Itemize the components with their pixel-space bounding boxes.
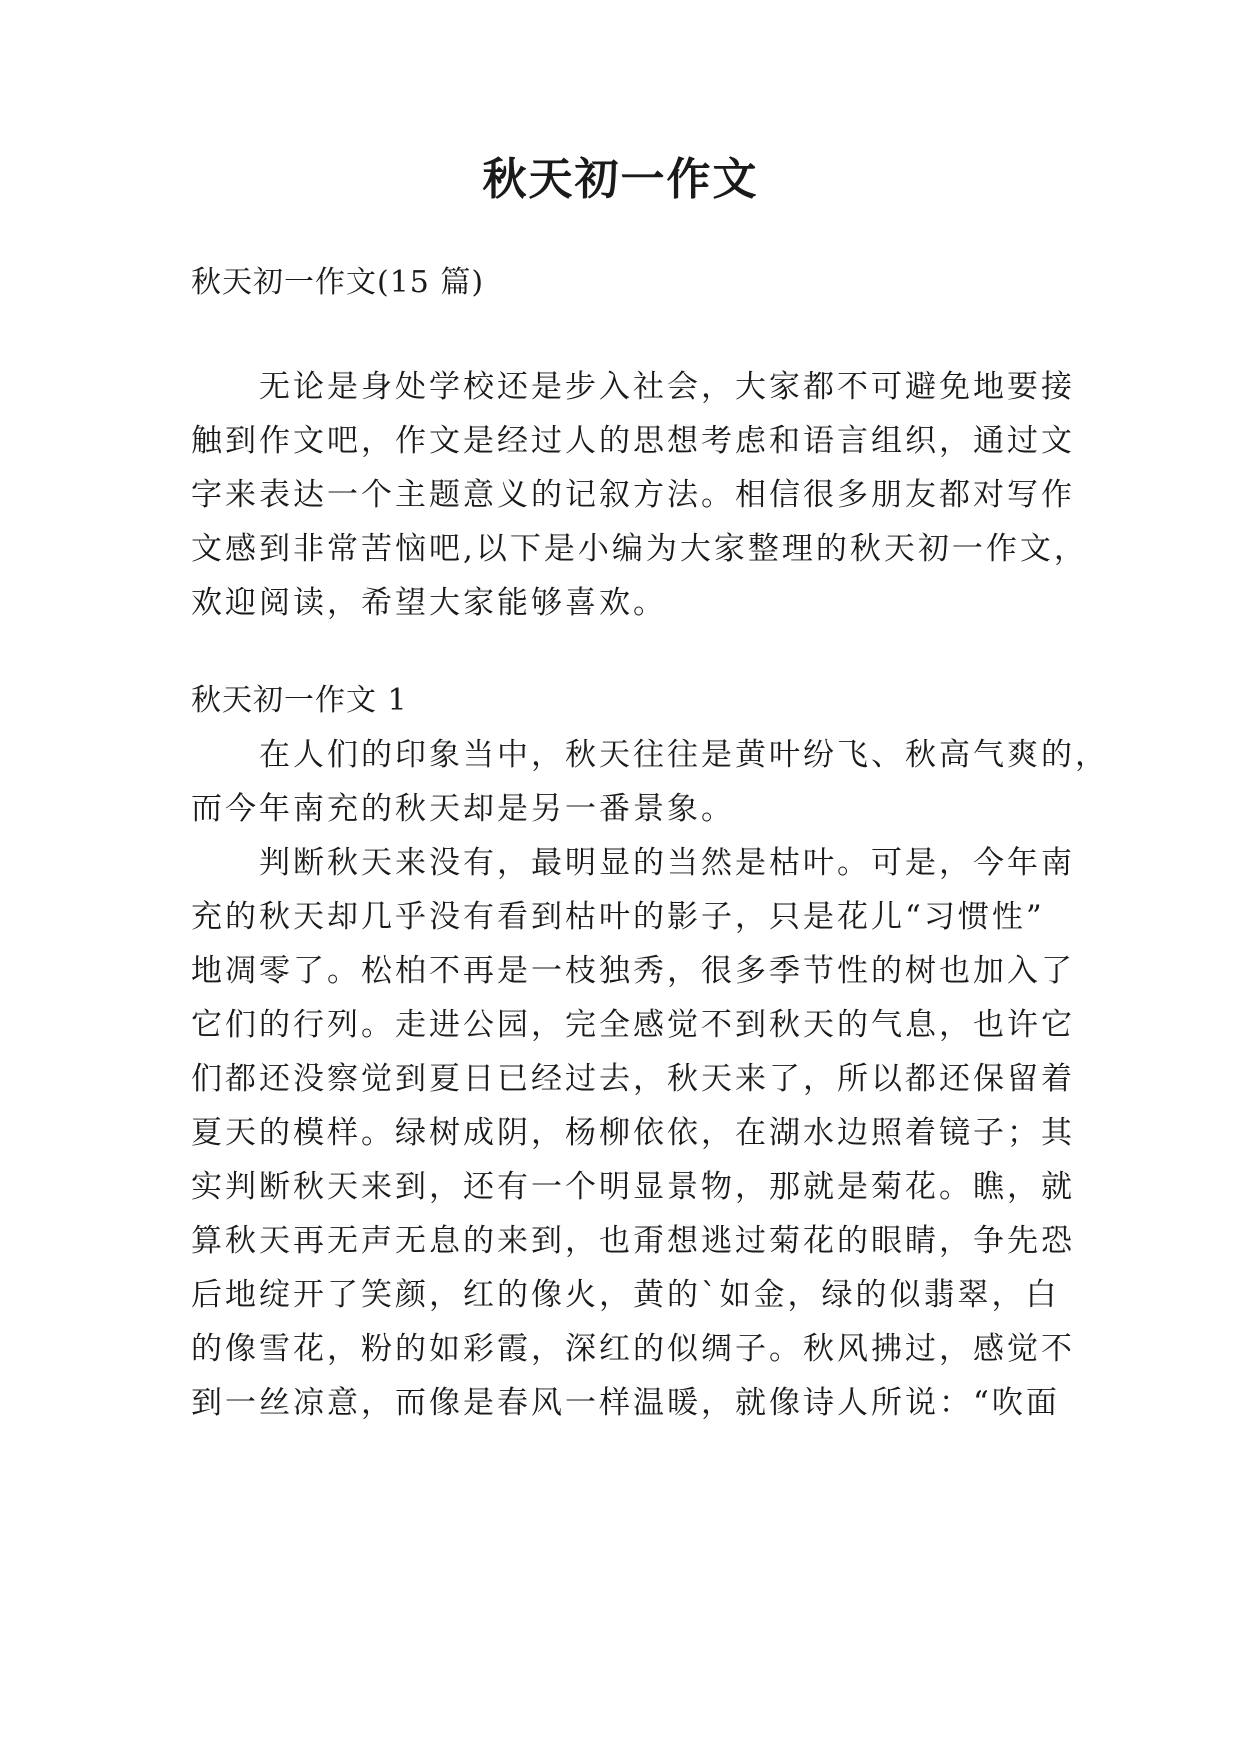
section-heading: 秋天初一作文 1 [191, 683, 408, 718]
body-line: 实判断秋天来到，还有一个明显景物，那就是菊花。瞧，就 [191, 1169, 1075, 1205]
body-line: 后地绽开了笑颜，红的像火，黄的`如金，绿的似翡翠，白 [191, 1277, 1060, 1313]
intro-line: 文感到非常苦恼吧,以下是小编为大家整理的秋天初一作文， [191, 531, 1088, 567]
body-line: 它们的行列。走进公园，完全感觉不到秋天的气息，也许它 [191, 1007, 1075, 1043]
body-line: 们都还没察觉到夏日已经过去，秋天来了，所以都还保留着 [191, 1061, 1075, 1097]
body-line: 到一丝凉意，而像是春风一样温暖，就像诗人所说：“吹面 [191, 1385, 1060, 1421]
intro-line: 欢迎阅读，希望大家能够喜欢。 [191, 585, 667, 621]
document-subtitle: 秋天初一作文(15 篇) [191, 265, 485, 300]
body-line: 地凋零了。松柏不再是一枝独秀，很多季节性的树也加入了 [191, 953, 1075, 989]
body-line: 夏天的模样。绿树成阴，杨柳依依，在湖水边照着镜子；其 [191, 1115, 1075, 1151]
body-line: 判断秋天来没有，最明显的当然是枯叶。可是，今年南 [191, 845, 1075, 881]
body-line: 算秋天再无声无息的来到，也甭想逃过菊花的眼睛，争先恐 [191, 1223, 1075, 1259]
body-line: 在人们的印象当中，秋天往往是黄叶纷飞、秋高气爽的， [191, 737, 1109, 773]
body-line: 的像雪花，粉的如彩霞，深红的似绸子。秋风拂过，感觉不 [191, 1331, 1075, 1367]
intro-line: 字来表达一个主题意义的记叙方法。相信很多朋友都对写作 [191, 477, 1075, 513]
body-line: 充的秋天却几乎没有看到枯叶的影子，只是花儿“习惯性” [191, 899, 1045, 935]
intro-line: 无论是身处学校还是步入社会，大家都不可避免地要接 [191, 369, 1075, 405]
intro-line: 触到作文吧，作文是经过人的思想考虑和语言组织，通过文 [191, 423, 1075, 459]
document-title: 秋天初一作文 [482, 154, 759, 205]
body-line: 而今年南充的秋天却是另一番景象。 [191, 791, 735, 827]
